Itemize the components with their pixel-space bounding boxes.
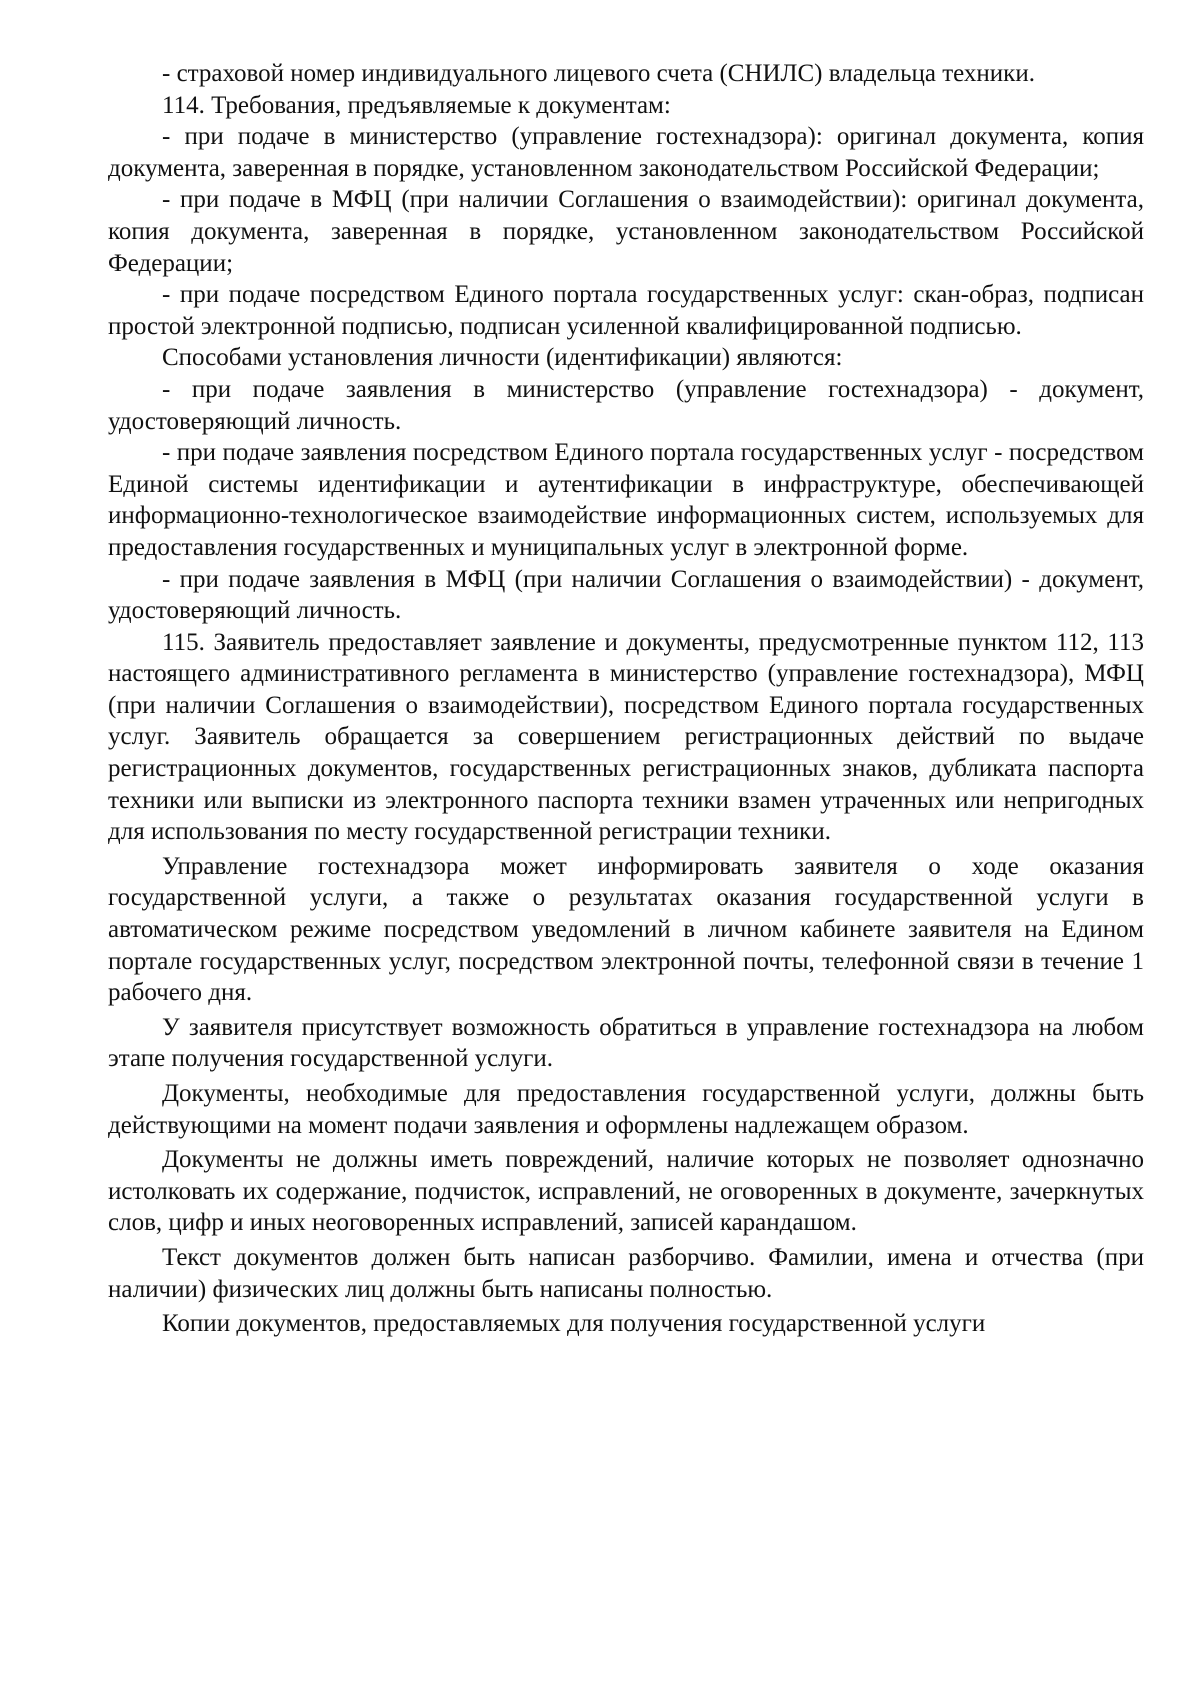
paragraph-appeal: У заявителя присутствует возможность обратиться в управление гостехнадзора на любом этапе получения государственной услуги. bbox=[108, 1013, 1144, 1073]
paragraph-documents-valid: Документы, необходимые для предоставления государственной услуги, должны быть действующими на момент подачи заявления и оформлены надлежащем образом. bbox=[108, 1080, 1144, 1139]
paragraph-snils: - страховой номер индивидуального лицевого счета (СНИЛС) владельца техники. bbox=[162, 60, 1035, 87]
paragraph-mfc-identification: - при подаче заявления в МФЦ (при наличии Соглашения о взаимодействии) - документ, удостоверяющий личность. bbox=[108, 565, 1144, 625]
paragraph-115: 115. Заявитель предоставляет заявление и документы, предусмотренные пунктом 112, 113 настоящего административного регламента в министерство (управление гостехнадзора), МФЦ (при наличии Соглашения о взаимодействии), посредством Единого портала государственных услуг. Заявитель обращается за совершением регистрационных действий по выдаче регистрационных документов, государственных регистрационных знаков, дубликата паспорта техники или выписки из электронного паспорта техники взамен утраченных или непригодных для использования по месту государственной регистрации техники. bbox=[108, 628, 1144, 846]
paragraph-mfc-submission: - при подаче в МФЦ (при наличии Соглашения о взаимодействии): оригинал документа, копия документа, заверенная в порядке, установленном законодательством Российской Федерации; bbox=[108, 186, 1144, 277]
paragraph-ministry-identification: - при подаче заявления в министерство (управление гостехнадзора) - документ, удостоверяющий личность. bbox=[108, 375, 1144, 435]
paragraph-no-damage: Документы не должны иметь повреждений, наличие которых не позволяет однозначно истолковать их содержание, подчисток, исправлений, не оговоренных в документе, зачеркнутых слов, цифр и иных неоговоренных исправлений, записей карандашом. bbox=[108, 1146, 1144, 1237]
paragraph-copies: Копии документов, предоставляемых для получения государственной услуги bbox=[162, 1310, 986, 1338]
paragraph-114-heading: 114. Требования, предъявляемые к документам: bbox=[162, 91, 671, 119]
paragraph-portal-submission: - при подаче посредством Единого портала государственных услуг: скан-образ, подписан простой электронной подписью, подписан усиленной квалифицированной подписью. bbox=[108, 281, 1144, 340]
document-body bbox=[108, 58, 1144, 1340]
paragraph-legible-text: Текст документов должен быть написан разборчиво. Фамилии, имена и отчества (при наличии) физических лиц должны быть написаны полностью. bbox=[108, 1243, 1144, 1303]
paragraph-portal-identification: - при подаче заявления посредством Единого портала государственных услуг - посредством Единой системы идентификации и аутентификации в инфраструктуре, обеспечивающей информационно-технологическое взаимодействие информационных систем, используемых для предоставления государственных и муниципальных услуг в электронной форме. bbox=[108, 439, 1144, 561]
paragraph-identification-methods: Способами установления личности (идентификации) являются: bbox=[162, 344, 843, 372]
paragraph-ministry-submission: - при подаче в министерство (управление гостехнадзора): оригинал документа, копия документа, заверенная в порядке, установленном законодательством Российской Федерации; bbox=[108, 123, 1144, 182]
paragraph-informing: Управление гостехнадзора может информировать заявителя о ходе оказания государственной услуги, а также о результатах оказания государственной услуги в автоматическом режиме посредством уведомлений в личном кабинете заявителя на Едином портале государственных услуг, посредством электронной почты, телефонной связи в течение 1 рабочего дня. bbox=[108, 852, 1144, 1007]
